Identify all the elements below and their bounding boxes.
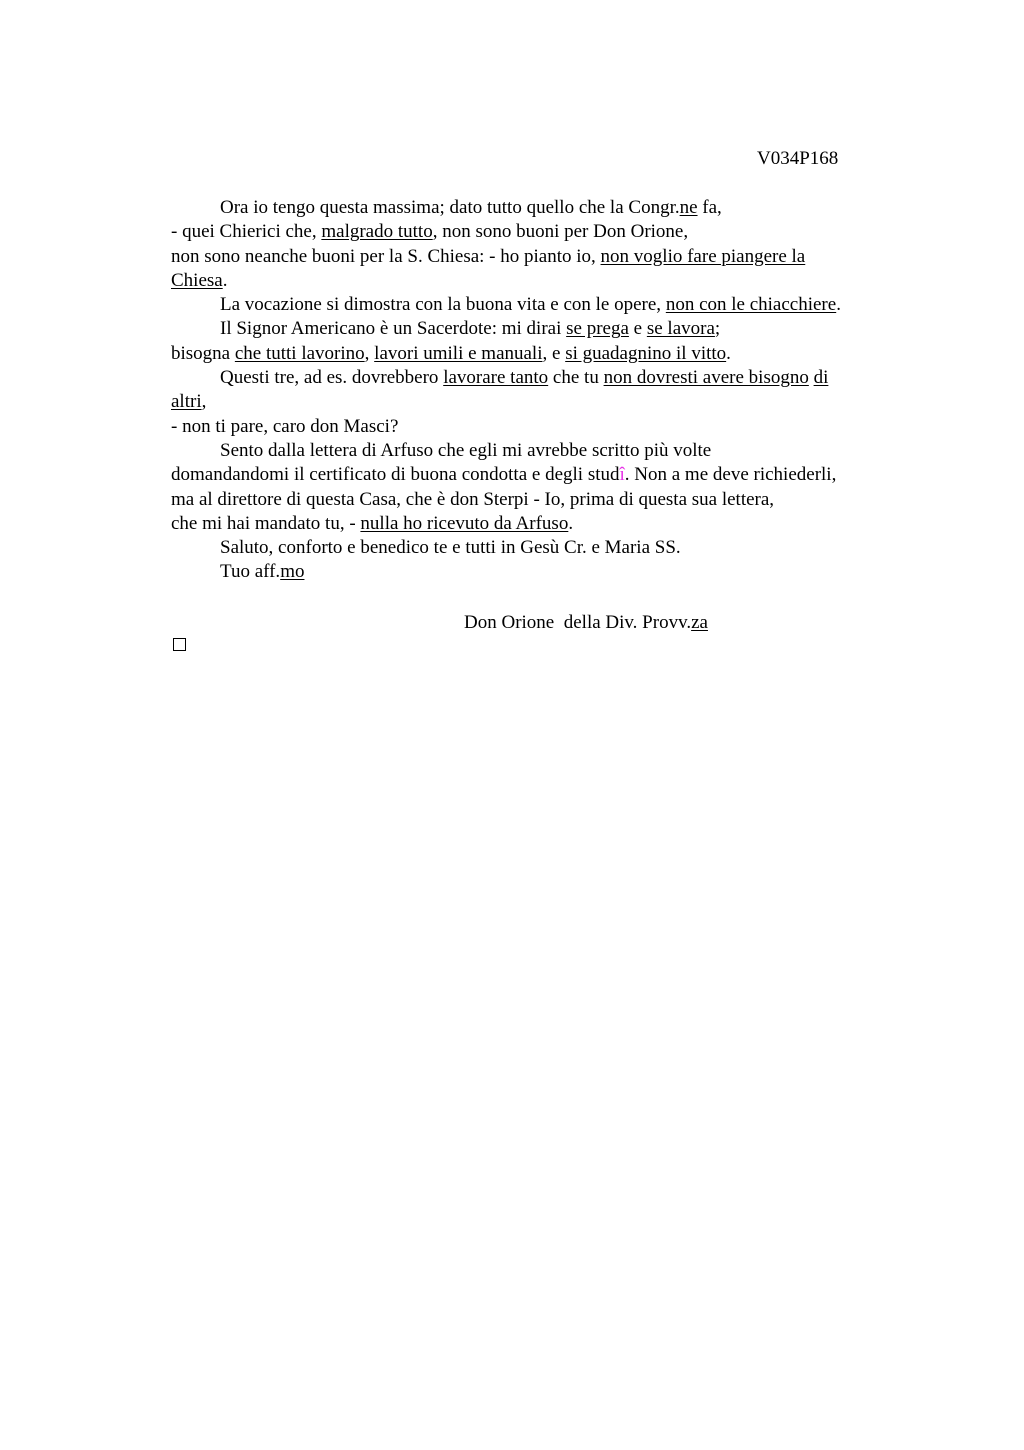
text-line xyxy=(171,439,911,463)
underlined-text: se prega xyxy=(566,318,629,340)
text-segment: fa, xyxy=(697,197,722,218)
text-segment: , xyxy=(201,391,207,413)
text-segment: ma al direttore di questa Casa, che è don Sterpi - Io, prima di questa sua lettera, xyxy=(171,488,775,510)
underlined-text: nulla ho ricevuto da Arfuso xyxy=(360,512,569,534)
text-line xyxy=(171,415,911,439)
text-segment: che mi hai mandato tu, - xyxy=(171,512,361,534)
text-segment: - non ti pare, caro don Masci? xyxy=(171,415,399,437)
text-line xyxy=(171,317,911,341)
signature-main: Don Orione della Div. Provv. xyxy=(464,612,692,633)
underlined-text: lavorare tanto xyxy=(443,367,549,389)
underlined-text: Chiesa xyxy=(171,269,223,291)
text-segment: ; xyxy=(714,318,721,340)
text-line xyxy=(171,463,911,487)
text-segment: Il Signor Americano è un Sacerdote: mi dirai xyxy=(220,318,567,340)
text-segment: Questi tre, ad es. dovrebbero xyxy=(220,367,444,389)
text-line xyxy=(171,293,911,317)
text-line xyxy=(171,196,911,220)
text-line xyxy=(171,366,911,390)
end-box-icon xyxy=(173,638,186,651)
text-segment: e xyxy=(628,318,647,340)
text-segment: domandandomi il certificato di buona condotta e degli stud xyxy=(171,464,620,486)
text-segment: . xyxy=(222,269,228,291)
text-line xyxy=(171,536,911,560)
underlined-text: di xyxy=(813,367,829,389)
underlined-text: non con le chiacchiere xyxy=(665,294,837,316)
underlined-text: malgrado tutto xyxy=(321,221,433,243)
text-line xyxy=(171,342,911,366)
letter-body xyxy=(171,196,911,585)
underlined-text: altri xyxy=(171,391,202,413)
page-id: V034P168 xyxy=(757,148,839,169)
text-segment: che tu xyxy=(548,367,604,389)
text-segment: . xyxy=(568,512,574,534)
text-line xyxy=(171,512,911,536)
text-line xyxy=(171,390,911,414)
underlined-text: non dovresti avere bisogno xyxy=(603,367,809,389)
text-line xyxy=(171,488,911,512)
text-segment: Tuo aff. xyxy=(220,561,281,583)
text-segment: , xyxy=(364,342,375,364)
text-line xyxy=(171,220,911,244)
underlined-text: che tutti lavorino xyxy=(234,342,365,364)
text-segment: . xyxy=(726,342,731,364)
text-segment: , non sono buoni per Don Orione, xyxy=(432,221,689,243)
text-segment: . xyxy=(836,294,841,316)
text-segment: Ora io tengo questa massima; dato tutto quello che la Congr. xyxy=(220,197,680,218)
text-segment: non sono neanche buoni per la S. Chiesa: - ho pianto io, xyxy=(171,245,601,267)
underlined-text: lavori umili e manuali xyxy=(374,342,543,364)
signature-suffix: za xyxy=(691,612,708,633)
text-segment: , e xyxy=(542,342,566,364)
underlined-text: mo xyxy=(280,561,305,583)
underlined-text: si guadagnino il vitto xyxy=(565,342,727,364)
text-segment: - quei Chierici che, xyxy=(171,221,322,243)
underlined-text: ne xyxy=(679,197,698,218)
text-segment: La vocazione si dimostra con la buona vita e con le opere, xyxy=(220,294,666,316)
text-line xyxy=(171,245,911,269)
text-segment: bisogna xyxy=(171,342,235,364)
text-line xyxy=(171,269,911,293)
text-line xyxy=(171,560,911,584)
text-segment: Saluto, conforto e benedico te e tutti in Gesù Cr. e Maria SS. xyxy=(220,537,681,559)
text-segment: î xyxy=(619,464,625,486)
signature xyxy=(464,611,708,635)
text-segment: Sento dalla lettera di Arfuso che egli mi avrebbe scritto più volte xyxy=(220,439,712,461)
underlined-text: se lavora xyxy=(646,318,715,340)
text-segment: . Non a me deve richiederli, xyxy=(624,464,837,486)
underlined-text: non voglio fare piangere la xyxy=(600,245,806,267)
